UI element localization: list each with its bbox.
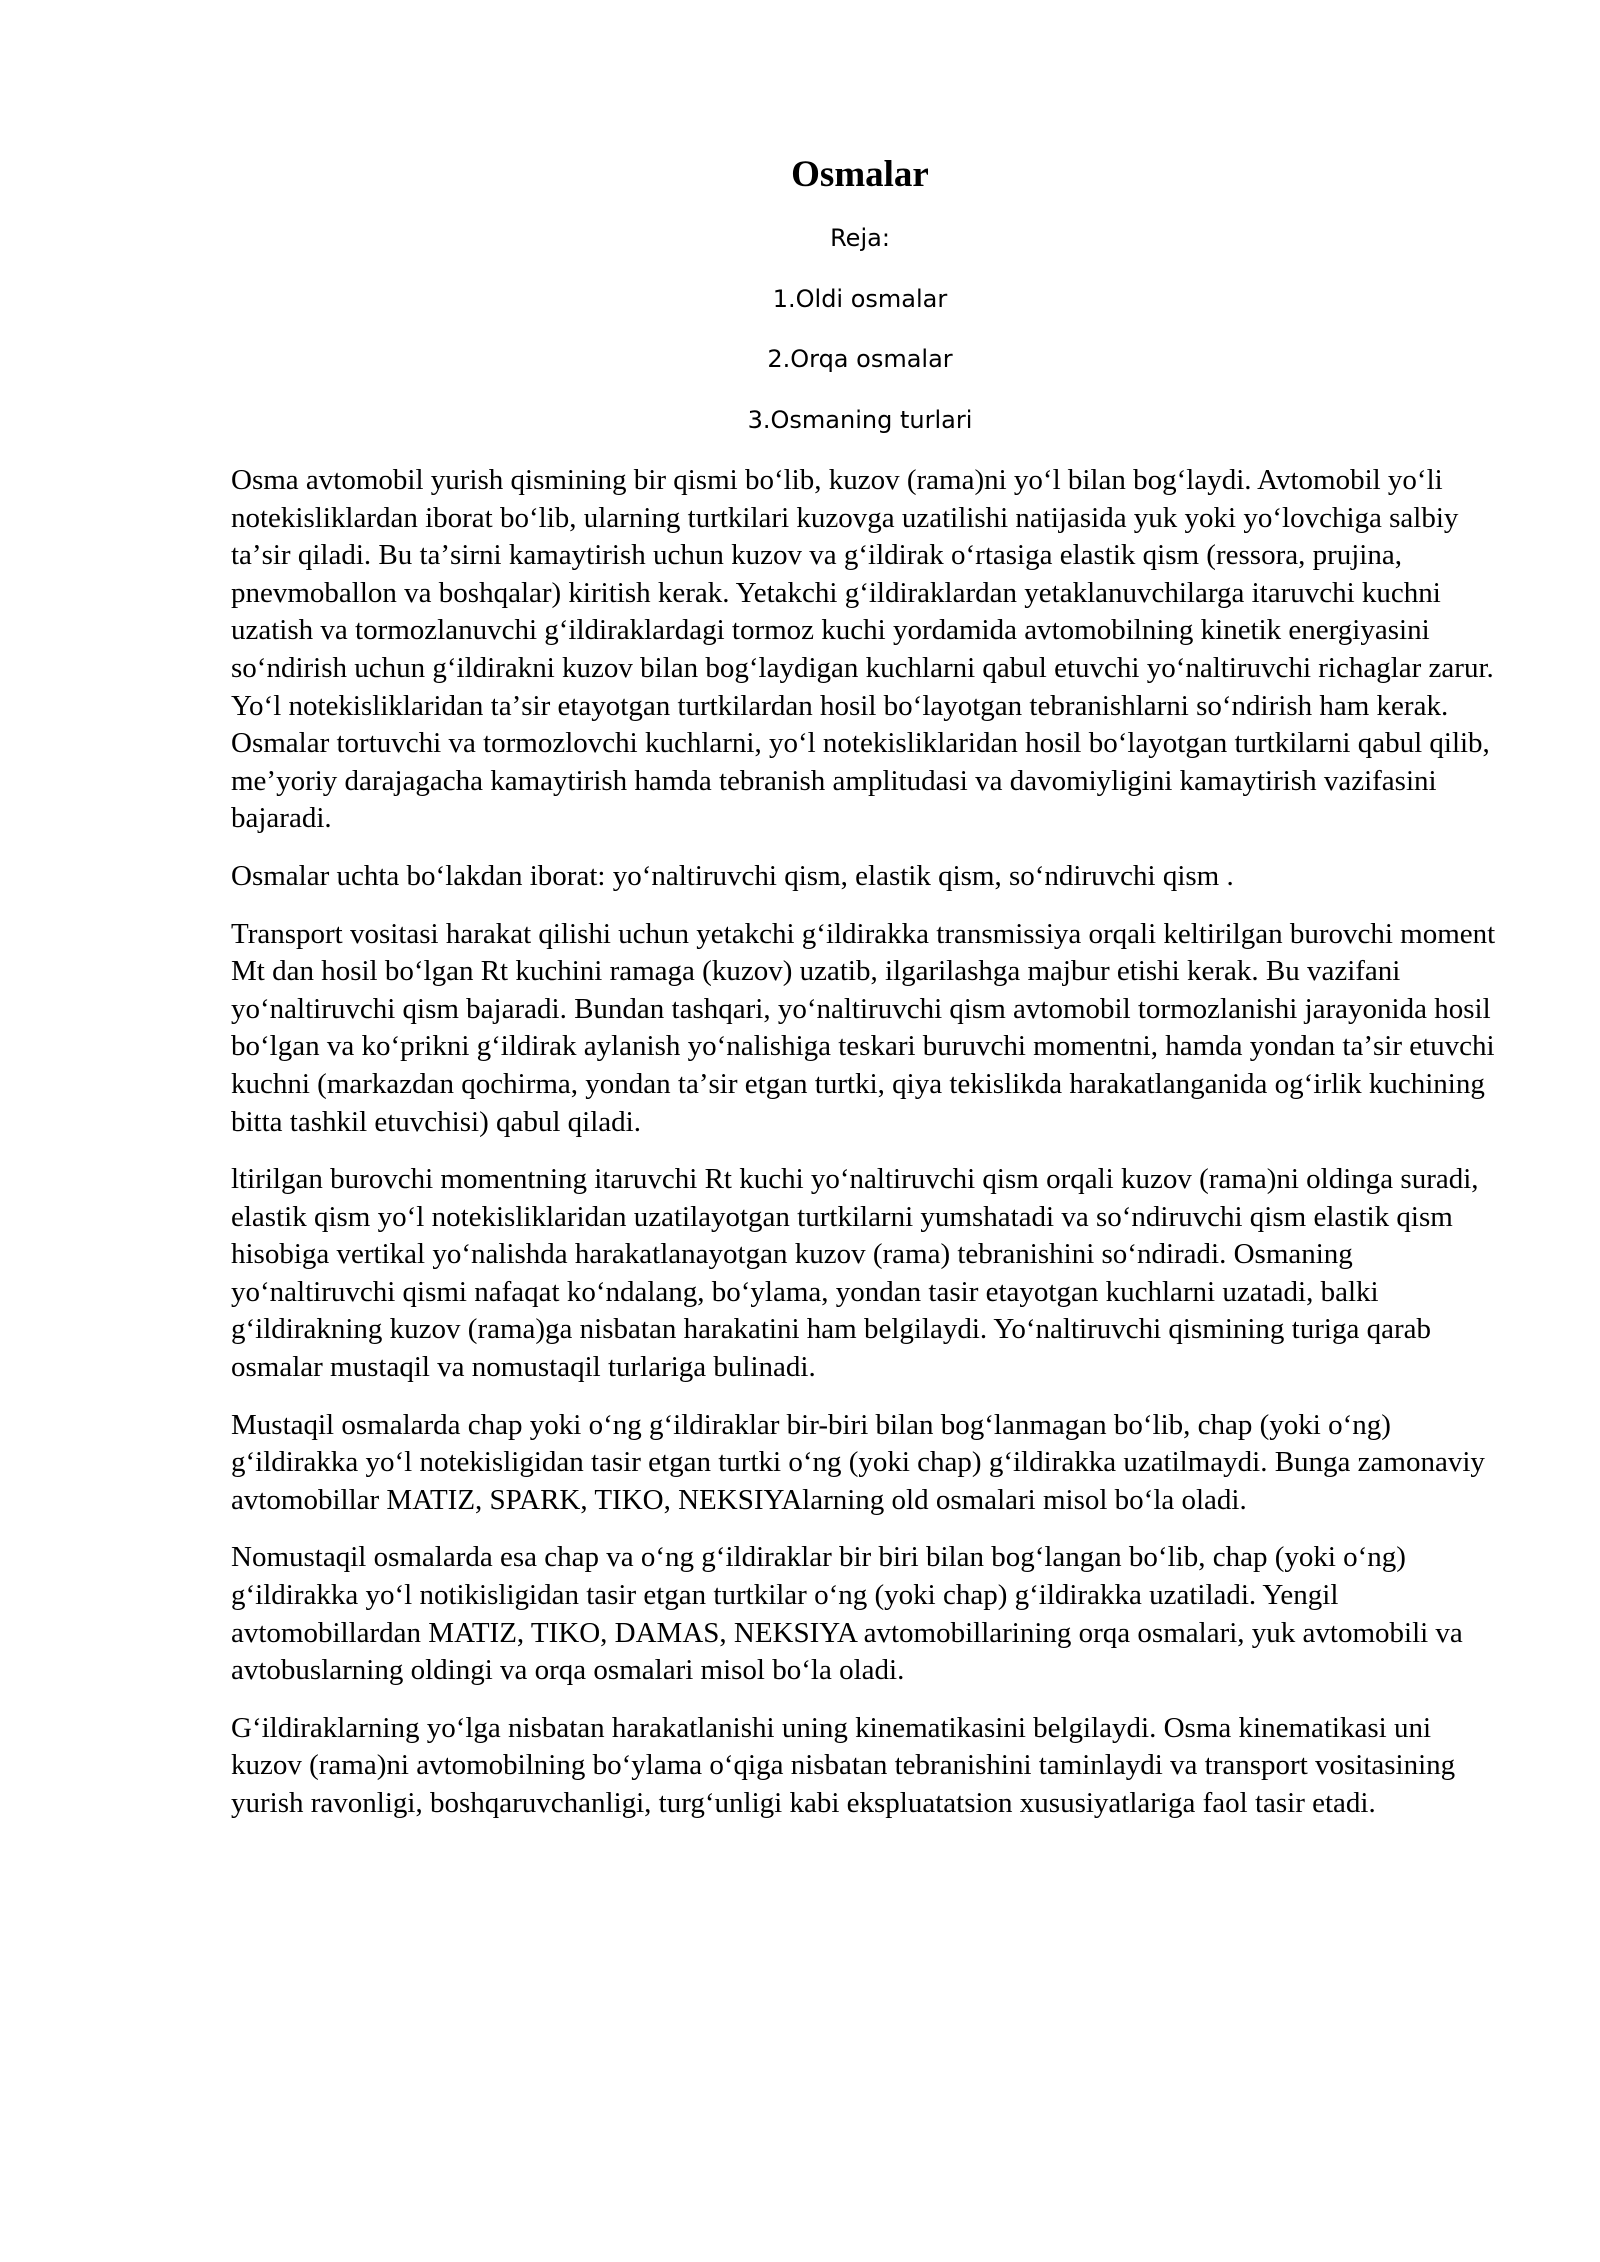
paragraph-functions: ltirilgan burovchi momentning itaruvchi Rt kuchi yoʻnaltiruvchi qism orqali kuzov (rama)ni oldinga suradi, elastik qism yoʻl notekisliklaridan uzatilayotgan turtkilarni yumshatadi va soʻndiruvchi qism elastik qism hisobiga vertikal yoʻnalishda harakatlanayotgan kuzov (rama) tebranishini soʻndiradi. Osmaning yoʻnaltiruvchi qismi nafaqat koʻndalang, boʻylama, yondan tasir etayotgan kuchlarni uzatadi, balki gʻildirakning kuzov (rama)ga nisbatan harakatini ham belgilaydi. Yoʻnaltiruvchi qismining turiga qarab osmalar mustaqil va nomustaqil turlariga bulinadi. [231,1163,1479,1384]
paragraph-kinematics: Gʻildiraklarning yoʻlga nisbatan harakatlanishi uning kinematikasini belgilaydi. Osma kinematikasi uni kuzov (rama)ni avtomobilning boʻylama oʻqiga nisbatan tebranishini taminlaydi va transport vositasining yurish ravonligi, boshqaruvchanligi, turgʻunligi kabi ekspluatatsion xususiyatlariga faol tasir etadi. [231,1711,1456,1819]
paragraph-parts: Osmalar uchta boʻlakdan iborat: yoʻnaltiruvchi qism, elastik qism, soʻndiruvchi qism . [231,859,1234,892]
paragraph-guiding-part: Transport vositasi harakat qilishi uchun yetakchi gʻildirakka transmissiya orqali keltirilgan burovchi moment Mt dan hosil boʻlgan Rt kuchini ramaga (kuzov) uzatib, ilgarilashga majbur etishi kerak. Bu vazifani yoʻnaltiruvchi qism bajaradi. Bundan tashqari, yoʻnaltiruvchi qism avtomobil tormozlanishi jarayonida hosil boʻlgan va koʻprikni gʻildirak aylanish yoʻnalishiga teskari buruvchi momentni, hamda yondan taʼsir etuvchi kuchni (markazdan qochirma, yondan taʼsir etgan turtki, qiya tekislikda harakatlanganida ogʻirlik kuchining bitta tashkil etuvchisi) qabul qiladi. [231,917,1496,1138]
plan-heading: Reja: [830,224,890,252]
document-body [231,462,1501,1843]
plan-item-1: 1.Oldi osmalar [772,285,948,313]
paragraph-intro: Osma avtomobil yurish qismining bir qismi boʻlib, kuzov (rama)ni yoʻl bilan bogʻlaydi. Avtomobil yoʻli notekisliklardan iborat boʻlib, ularning turtkilari kuzovga uzatilishi natijasida yuk yoki yoʻlovchiga salbiy taʼsir qiladi. Bu taʼsirni kamaytirish uchun kuzov va gʻildirak oʻrtasiga elastik qism (ressora, prujina, pnevmoballon va boshqalar) kiritish kerak. Yetakchi gʻildiraklardan yetaklanuvchilarga itaruvchi kuchni uzatish va tormozlanuvchi gʻildiraklardagi tormoz kuchi yordamida avtomobilning kinetik energiyasini soʻndirish uchun gʻildirakni kuzov bilan bogʻlaydigan kuchlarni qabul etuvchi yoʻnaltiruvchi richaglar zarur. Yoʻl notekisliklaridan taʼsir etayotgan turtkilardan hosil boʻlayotgan tebranishlarni soʻndirish ham kerak. Osmalar tortuvchi va tormozlovchi kuchlarni, yoʻl notekisliklaridan hosil boʻlayotgan turtkilarni qabul qilib, meʼyoriy darajagacha kamaytirish hamda tebranish amplitudasi va davomiyligini kamaytirish vazifasini bajaradi. [231,464,1494,835]
plan-item-3: 3.Osmaning turlari [747,406,973,434]
paragraph-independent: Mustaqil osmalarda chap yoki oʻng gʻildiraklar bir-biri bilan bogʻlanmagan boʻlib, chap (yoki oʻng) gʻildirakka yoʻl notekisligidan tasir etgan turtki oʻng (yoki chap) gʻildirakka uzatilmaydi. Bunga zamonaviy avtomobillar MATIZ, SPARK, TIKO, NEKSIYAlarning old osmalari misol boʻla oladi. [231,1408,1485,1516]
plan-item-2: 2.Orqa osmalar [767,345,953,373]
document-title: Osmalar [791,154,929,195]
paragraph-dependent: Nomustaqil osmalarda esa chap va oʻng gʻildiraklar bir biri bilan bogʻlangan boʻlib, chap (yoki oʻng) gʻildirakka yoʻl notikisligidan tasir etgan turtkilar oʻng (yoki chap) gʻildirakka uzatiladi. Yengil avtomobillardan MATIZ, TIKO, DAMAS, NEKSIYA avtomobillarining orqa osmalari, yuk avtomobili va avtobuslarning oldingi va orqa osmalari misol boʻla oladi. [231,1541,1463,1687]
